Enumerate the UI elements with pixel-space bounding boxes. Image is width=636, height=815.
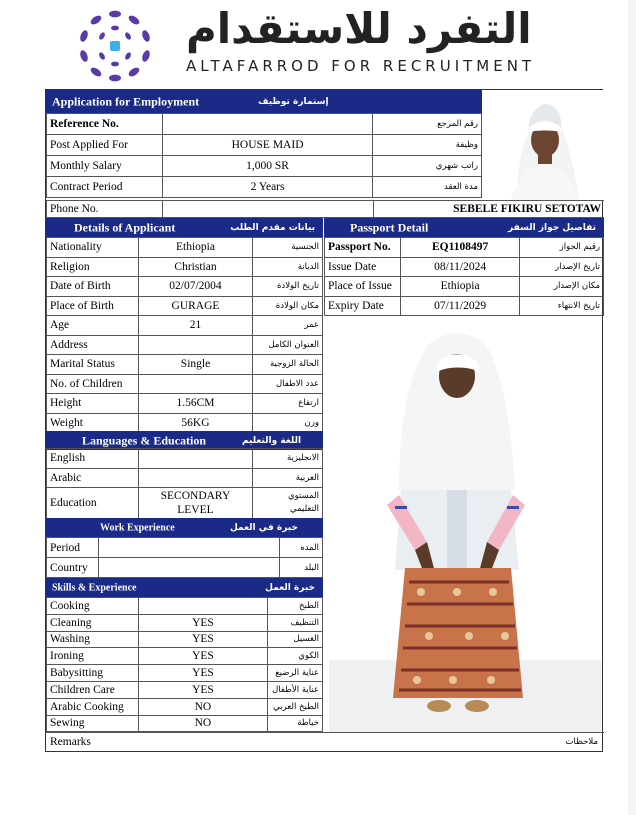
salary-label: Monthly Salary: [47, 156, 163, 177]
table-row: [325, 257, 604, 277]
age-label-ar: عمر: [253, 316, 323, 336]
children-label-ar: عدد الاطفال: [253, 374, 323, 394]
sewing-value: NO: [138, 715, 267, 732]
table-row: [47, 156, 482, 177]
children-care-label-ar: عناية الأطفال: [267, 681, 322, 698]
ironing-label-ar: الكوي: [267, 648, 322, 665]
nationality-value: Ethiopia: [138, 238, 252, 258]
table-row: [47, 394, 323, 414]
babysitting-label-ar: عناية الرضيع: [267, 665, 322, 682]
agency-logo-icon: [72, 8, 158, 84]
table-row: [47, 681, 323, 698]
period-label-ar: المده: [280, 538, 323, 558]
table-row: [47, 257, 323, 277]
country-label-ar: البلد: [280, 558, 323, 578]
work-title: Work Experience: [100, 522, 175, 533]
weight-label-ar: وزن: [253, 413, 323, 433]
application-title: Application for Employment: [52, 94, 200, 109]
education-value: [138, 488, 253, 519]
weight-value: 56KG: [138, 413, 252, 433]
languages-title-ar: اللغة والتعليم: [242, 435, 302, 446]
height-label-ar: ارتفاع: [253, 394, 323, 414]
passport-title-ar: تفاصيل جواز السفر: [507, 222, 596, 233]
table-row: [47, 648, 323, 665]
salary-value: 1,000 SR: [162, 156, 372, 177]
marital-label-ar: الحالة الزوجية: [253, 355, 323, 375]
washing-label-ar: الغسيل: [267, 631, 322, 648]
religion-label-ar: الديانة: [253, 257, 323, 277]
passport-no-label-ar: رقيم الجواز: [520, 238, 604, 258]
arabic-label: Arabic: [47, 468, 139, 488]
sewing-label-ar: خياطة: [267, 715, 322, 732]
marital-value: Single: [138, 355, 252, 375]
issue-date-value: 08/11/2024: [400, 257, 519, 277]
applicant-title: Details of Applicant: [74, 220, 176, 234]
work-section-header: [46, 518, 323, 537]
babysitting-label: Babysitting: [47, 665, 139, 682]
applicant-table: [46, 237, 323, 433]
work-table: [46, 537, 323, 578]
application-table: [46, 113, 482, 198]
reference-label-ar: رقم المرجع: [373, 114, 482, 135]
table-row: [325, 277, 604, 297]
post-label-ar: وظيفة: [373, 135, 482, 156]
application-section-header: [46, 90, 482, 114]
children-care-label: Children Care: [47, 681, 139, 698]
contract-value: 2 Years: [162, 177, 372, 198]
table-row: [47, 598, 323, 615]
arabic-cooking-label-ar: الطبخ العربي: [267, 698, 322, 715]
english-label-ar: الانجليزية: [253, 449, 323, 469]
arabic-cooking-value: NO: [138, 698, 267, 715]
babysitting-value: YES: [138, 665, 267, 682]
dob-label-ar: تاريخ الولادة: [253, 277, 323, 297]
passport-no-value: EQ1108497: [400, 238, 519, 258]
brand-arabic-name: التفرد للاستقدام: [186, 4, 532, 53]
salary-label-ar: راتب شهري: [373, 156, 482, 177]
passport-title: Passport Detail: [350, 220, 429, 234]
age-label: Age: [47, 316, 139, 336]
applicant-title-ar: بيانات مقدم الطلب: [230, 222, 315, 233]
nationality-label-ar: الجنسية: [253, 238, 323, 258]
pob-label: Place of Birth: [47, 296, 139, 316]
table-row: [47, 631, 323, 648]
cleaning-label-ar: التنظيف: [267, 614, 322, 631]
expiry-date-label-ar: تاريخ الانتهاء: [520, 296, 604, 316]
country-label: Country: [47, 558, 99, 578]
education-label-ar-line1: المستوي: [287, 491, 319, 501]
arabic-value: [138, 468, 253, 488]
contract-label-ar: مدة العقد: [373, 177, 482, 198]
place-of-issue-label-ar: مكان الإصدار: [520, 277, 604, 297]
english-label: English: [47, 449, 139, 469]
place-of-issue-value: Ethiopia: [400, 277, 519, 297]
applicant-full-body-photo: [329, 320, 601, 732]
skills-title-ar: خبرة العمل: [265, 582, 315, 593]
age-value: 21: [138, 316, 252, 336]
brand-english-name: ALTAFARROD FOR RECRUITMENT: [186, 57, 536, 75]
table-row: [47, 715, 323, 732]
reference-value: [162, 114, 372, 135]
post-label: Post Applied For: [47, 135, 163, 156]
table-row: [47, 114, 482, 135]
passport-no-label: Passport No.: [325, 238, 401, 258]
education-value-line2: LEVEL: [177, 504, 214, 516]
languages-title: Languages & Education: [82, 433, 207, 447]
dob-label: Date of Birth: [47, 277, 139, 297]
skills-section-header: [46, 578, 323, 597]
remarks-label-ar: ملاحظات: [565, 737, 598, 747]
cleaning-value: YES: [138, 614, 267, 631]
expiry-date-label: Expiry Date: [325, 296, 401, 316]
table-row: [47, 538, 323, 558]
table-row: [47, 488, 323, 519]
sewing-label: Sewing: [47, 715, 139, 732]
dob-value: 02/07/2004: [138, 277, 252, 297]
issue-date-label-ar: تاريخ الإصدار: [520, 257, 604, 277]
table-row: [47, 238, 323, 258]
cooking-label: Cooking: [47, 598, 139, 615]
washing-value: YES: [138, 631, 267, 648]
education-label-ar: [253, 488, 323, 519]
phone-name-row: [46, 200, 604, 218]
children-value: [138, 374, 252, 394]
place-of-issue-label: Place of Issue: [325, 277, 401, 297]
height-value: 1.56CM: [138, 394, 252, 414]
period-value: [98, 538, 279, 558]
pob-label-ar: مكان الولادة: [253, 296, 323, 316]
nationality-label: Nationality: [47, 238, 139, 258]
table-row: [47, 558, 323, 578]
address-label: Address: [47, 335, 139, 355]
table-row: [47, 413, 323, 433]
ironing-value: YES: [138, 648, 267, 665]
skills-table: [46, 597, 323, 732]
phone-label: Phone No.: [47, 201, 163, 218]
religion-label: Religion: [47, 257, 139, 277]
skills-title: Skills & Experience: [52, 582, 137, 593]
reference-label: Reference No.: [47, 114, 163, 135]
remarks-row: [46, 732, 604, 752]
address-value: [138, 335, 252, 355]
cooking-value: [138, 598, 267, 615]
ironing-label: Ironing: [47, 648, 139, 665]
weight-label: Weight: [47, 413, 139, 433]
passport-section-header: [324, 218, 604, 237]
applicant-section-header: [46, 218, 323, 237]
country-value: [98, 558, 279, 578]
table-row: [325, 296, 604, 316]
marital-label: Marital Status: [47, 355, 139, 375]
table-row: [47, 698, 323, 715]
table-row: [47, 296, 323, 316]
table-row: [47, 335, 323, 355]
expiry-date-value: 07/11/2029: [400, 296, 519, 316]
height-label: Height: [47, 394, 139, 414]
applicant-portrait-photo: [483, 90, 603, 200]
education-label: Education: [47, 488, 139, 519]
contract-label: Contract Period: [47, 177, 163, 198]
education-value-line1: SECONDARY: [160, 490, 231, 502]
period-label: Period: [47, 538, 99, 558]
english-value: [138, 449, 253, 469]
washing-label: Washing: [47, 631, 139, 648]
table-row: [47, 135, 482, 156]
table-row: [47, 449, 323, 469]
phone-value: [162, 201, 373, 218]
table-row: [47, 316, 323, 336]
table-row: [47, 665, 323, 682]
children-care-value: YES: [138, 681, 267, 698]
religion-value: Christian: [138, 257, 252, 277]
arabic-cooking-label: Arabic Cooking: [47, 698, 139, 715]
remarks-label: Remarks: [50, 736, 91, 748]
table-row: [47, 355, 323, 375]
issue-date-label: Issue Date: [325, 257, 401, 277]
application-title-ar: إستمارة توظيف: [258, 97, 329, 107]
table-row: [47, 468, 323, 488]
table-row: [47, 614, 323, 631]
table-row: [47, 277, 323, 297]
work-title-ar: خبرة في العمل: [230, 522, 298, 533]
table-row: [47, 177, 482, 198]
table-row: [47, 374, 323, 394]
pob-value: GURAGE: [138, 296, 252, 316]
table-row: [325, 238, 604, 258]
education-label-ar-line2: التعليمي: [290, 504, 319, 514]
languages-table: [46, 448, 323, 519]
address-label-ar: العنوان الكامل: [253, 335, 323, 355]
cooking-label-ar: الطبخ: [267, 598, 322, 615]
passport-table: [324, 237, 604, 316]
cleaning-label: Cleaning: [47, 614, 139, 631]
applicant-name: SEBELE FIKIRU SETOTAW: [373, 201, 604, 218]
children-label: No. of Children: [47, 374, 139, 394]
post-value: HOUSE MAID: [162, 135, 372, 156]
arabic-label-ar: العربية: [253, 468, 323, 488]
application-form: [45, 89, 603, 752]
